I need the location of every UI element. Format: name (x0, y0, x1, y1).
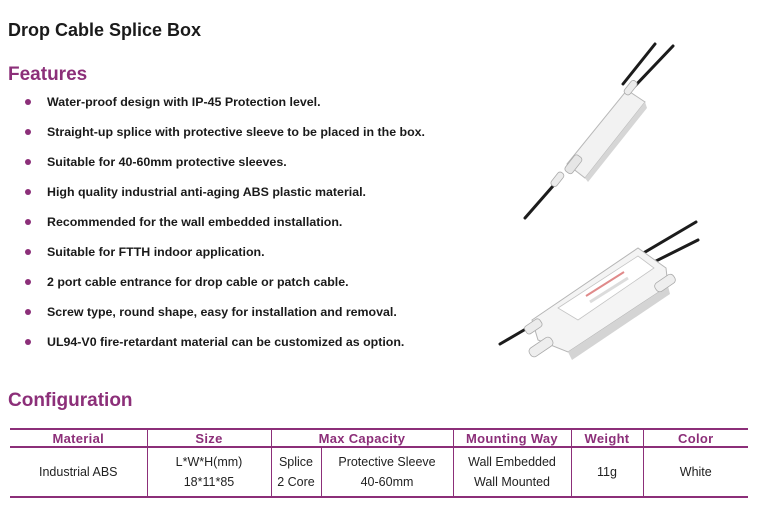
configuration-heading: Configuration (8, 390, 133, 411)
splice-value: 2 Core (277, 475, 315, 489)
feature-text: Recommended for the wall embedded installation. (47, 215, 343, 229)
feature-item (22, 302, 502, 332)
feature-text: Screw type, round shape, easy for installation and removal. (47, 305, 397, 319)
cell-splice (271, 447, 321, 497)
header-material: Material (10, 429, 147, 447)
feature-item (22, 242, 502, 272)
header-size: Size (147, 429, 271, 447)
cell-color: White (643, 447, 748, 497)
feature-item (22, 212, 502, 242)
mount-option-1: Wall Embedded (468, 455, 556, 469)
bullet-icon (25, 339, 31, 345)
bullet-icon (25, 219, 31, 225)
bullet-icon (25, 129, 31, 135)
open-splice-box-image (498, 212, 703, 367)
header-weight: Weight (571, 429, 643, 447)
feature-text: UL94-V0 fire-retardant material can be customized as option. (47, 335, 405, 349)
header-max-capacity: Max Capacity (271, 429, 453, 447)
bullet-icon (25, 279, 31, 285)
cell-material: Industrial ABS (10, 447, 147, 497)
cell-weight: 11g (571, 447, 643, 497)
mount-option-2: Wall Mounted (474, 475, 550, 489)
feature-item (22, 152, 502, 182)
feature-text: Straight-up splice with protective sleeve to be placed in the box. (47, 125, 425, 139)
feature-item (22, 122, 502, 152)
features-heading: Features (8, 64, 88, 85)
splice-body (550, 79, 647, 188)
splice-label: Splice (278, 455, 314, 469)
bullet-icon (25, 249, 31, 255)
closed-splice-box-image (505, 36, 685, 226)
size-value: 18*11*85 (183, 475, 235, 489)
feature-text: Suitable for 40-60mm protective sleeves. (47, 155, 287, 169)
feature-item (22, 182, 502, 212)
features-list (22, 92, 502, 362)
sleeve-label: Protective Sleeve (338, 455, 436, 469)
size-label: L*W*H(mm) (175, 455, 243, 469)
cell-mounting-way (453, 447, 571, 497)
sleeve-value: 40-60mm (360, 475, 414, 489)
cell-size (147, 447, 271, 497)
header-color: Color (643, 429, 748, 447)
feature-item (22, 272, 502, 302)
feature-text: Water-proof design with IP-45 Protection level. (47, 95, 321, 109)
header-mounting-way: Mounting Way (453, 429, 571, 447)
feature-item (22, 92, 502, 122)
bullet-icon (25, 309, 31, 315)
feature-item (22, 332, 502, 362)
feature-text: High quality industrial anti-aging ABS plastic material. (47, 185, 366, 199)
feature-text: Suitable for FTTH indoor application. (47, 245, 265, 259)
cell-protective-sleeve (321, 447, 453, 497)
bullet-icon (25, 159, 31, 165)
bullet-icon (25, 99, 31, 105)
table-header-row (10, 429, 748, 447)
configuration-table (10, 428, 748, 498)
bullet-icon (25, 189, 31, 195)
feature-text: 2 port cable entrance for drop cable or patch cable. (47, 275, 349, 289)
table-row (10, 447, 748, 497)
page-title: Drop Cable Splice Box (8, 20, 202, 40)
